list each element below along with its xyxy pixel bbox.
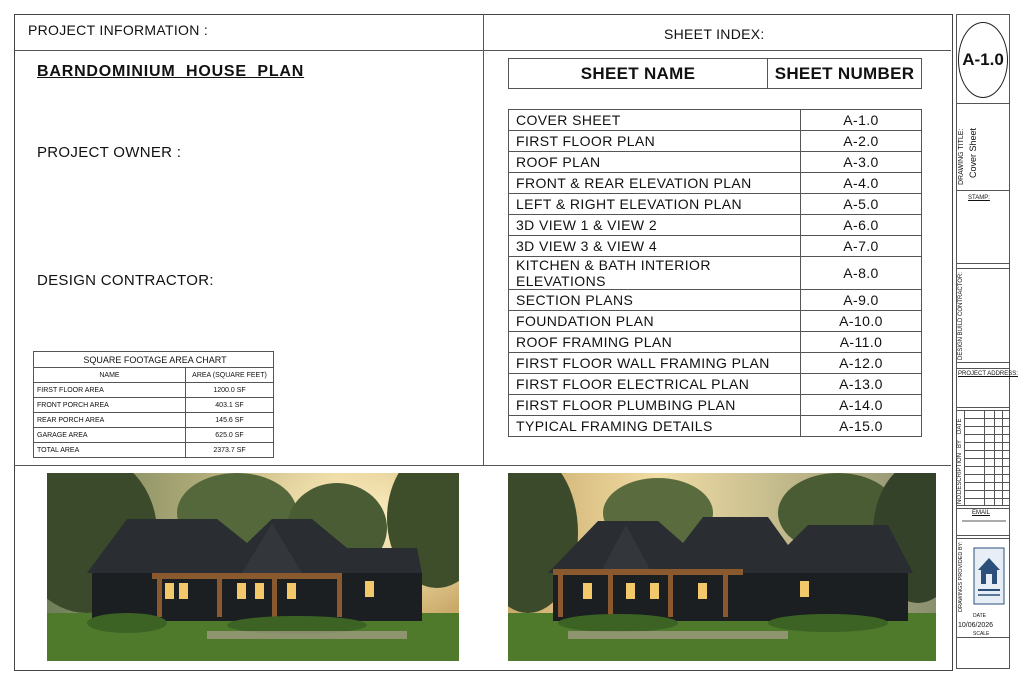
sheet-name-header: SHEET NAME (509, 59, 768, 89)
rev-row-line (964, 474, 1010, 475)
area-row-value: 2373.7 SF (186, 443, 274, 458)
scale-label: SCALE (973, 631, 990, 637)
stamp-box (956, 190, 1010, 264)
table-row (509, 290, 922, 311)
table-row (34, 413, 274, 428)
area-row-name: GARAGE AREA (34, 428, 186, 443)
sheet-index-table (508, 109, 922, 437)
rev-row-line (964, 458, 1010, 459)
table-row (509, 194, 922, 215)
sheet-number-cell: A-3.0 (801, 152, 922, 173)
sheet-name-cell: 3D VIEW 1 & VIEW 2 (509, 215, 801, 236)
area-row-name: REAR PORCH AREA (34, 413, 186, 428)
area-row-name: TOTAL AREA (34, 443, 186, 458)
rev-row-line (964, 482, 1010, 483)
company-logo-icon (972, 546, 1006, 606)
table-row (34, 398, 274, 413)
house-rendering-side (508, 473, 936, 661)
sheet-number-cell: A-2.0 (801, 131, 922, 152)
rev-by-label: BY (957, 439, 963, 448)
sheet-number-cell: A-10.0 (801, 311, 922, 332)
sheet-name-cell: ROOF PLAN (509, 152, 801, 173)
sheet-name-cell: FIRST FLOOR ELECTRICAL PLAN (509, 374, 801, 395)
sheet-name-cell: SECTION PLANS (509, 290, 801, 311)
tb-contractor-label: DESIGN BUILD CONTRACTOR: (958, 272, 964, 360)
table-row (509, 215, 922, 236)
area-row-name: FRONT PORCH AREA (34, 398, 186, 413)
rev-desc-label: DESCRIPTION (957, 452, 963, 494)
rev-no-label: NO. (957, 493, 963, 504)
sheet-name-cell: FIRST FLOOR PLAN (509, 131, 801, 152)
email-value-line (962, 520, 1006, 522)
drawings-by-label: DRAWINGS PROVIDED BY: (958, 541, 964, 612)
date-label: DATE (973, 613, 986, 619)
sheet-number-cell: A-6.0 (801, 215, 922, 236)
sheet-name-cell: FIRST FLOOR WALL FRAMING PLAN (509, 353, 801, 374)
area-row-value: 403.1 SF (186, 398, 274, 413)
sheet-number-cell: A-4.0 (801, 173, 922, 194)
sheet-number-cell: A-8.0 (801, 257, 922, 290)
email-label: EMAIL (972, 510, 991, 516)
drawing-title-label: DRAWING TITLE: (958, 128, 965, 185)
sheet-number-bubble: A-1.0 (958, 22, 1008, 98)
table-row (509, 332, 922, 353)
center-divider (483, 14, 484, 465)
sheet-number-cell: A-14.0 (801, 395, 922, 416)
table-row (509, 374, 922, 395)
drawing-title-value: Cover Sheet (968, 127, 978, 178)
sheet-index-heading: SHEET INDEX: (664, 26, 765, 42)
table-row (34, 428, 274, 443)
area-row-value: 625.0 SF (186, 428, 274, 443)
table-row (509, 131, 922, 152)
sheet-number-cell: A-11.0 (801, 332, 922, 353)
table-row (509, 236, 922, 257)
rev-row-line (964, 466, 1010, 467)
table-row (509, 395, 922, 416)
house-rendering-front (47, 473, 459, 661)
table-row (509, 353, 922, 374)
area-col-name: NAME (34, 368, 186, 383)
sheet-name-cell: LEFT & RIGHT ELEVATION PLAN (509, 194, 801, 215)
sheet-number-cell: A-1.0 (801, 110, 922, 131)
area-col-area: AREA (SQUARE FEET) (186, 368, 274, 383)
table-row (509, 311, 922, 332)
project-owner-label: PROJECT OWNER : (37, 144, 182, 161)
rev-row-line (964, 434, 1010, 435)
area-row-value: 145.6 SF (186, 413, 274, 428)
project-address-label: PROJECT ADDRESS: (958, 371, 1018, 377)
sheet-name-cell: FOUNDATION PLAN (509, 311, 801, 332)
contractor-box (956, 268, 1010, 363)
plan-title: BARNDOMINIUM HOUSE PLAN (37, 63, 305, 80)
rev-row-line (964, 490, 1010, 491)
image-divider (14, 465, 951, 466)
sheet-number-cell: A-15.0 (801, 416, 922, 437)
rev-row-line (964, 450, 1010, 451)
sheet-number-header: SHEET NUMBER (768, 59, 922, 89)
sheet-number-cell: A-9.0 (801, 290, 922, 311)
area-row-value: 1200.0 SF (186, 383, 274, 398)
sheet-number-cell: A-5.0 (801, 194, 922, 215)
rev-row-line (964, 426, 1010, 427)
sheet-name-cell: ROOF FRAMING PLAN (509, 332, 801, 353)
area-chart-title: SQUARE FOOTAGE AREA CHART (34, 352, 274, 368)
rev-row-line (964, 498, 1010, 499)
table-row (509, 257, 922, 290)
sheet-name-cell: FIRST FLOOR PLUMBING PLAN (509, 395, 801, 416)
square-footage-chart (33, 351, 274, 458)
sheet-index-header-table (508, 58, 922, 89)
sheet-name-cell: TYPICAL FRAMING DETAILS (509, 416, 801, 437)
tb-divider (956, 103, 1010, 104)
sheet-number-cell: A-12.0 (801, 353, 922, 374)
sheet-number-cell: A-13.0 (801, 374, 922, 395)
sheet-name-cell: FRONT & REAR ELEVATION PLAN (509, 173, 801, 194)
sheet-name-cell: 3D VIEW 3 & VIEW 4 (509, 236, 801, 257)
date-value: 10/06/2026 (958, 622, 994, 629)
table-row (509, 110, 922, 131)
table-row (509, 416, 922, 437)
rev-row-line (964, 418, 1010, 419)
sheet-name-cell: COVER SHEET (509, 110, 801, 131)
table-row (34, 383, 274, 398)
table-row (34, 443, 274, 458)
rev-row-line (964, 442, 1010, 443)
table-row (509, 173, 922, 194)
design-contractor-label: DESIGN CONTRACTOR: (37, 272, 214, 289)
sheet-name-cell: KITCHEN & BATH INTERIOR ELEVATIONS (509, 257, 801, 290)
table-row (509, 152, 922, 173)
rev-date-label: DATE (957, 418, 963, 434)
stamp-label: STAMP: (968, 195, 990, 201)
area-row-name: FIRST FLOOR AREA (34, 383, 186, 398)
sheet-number-cell: A-7.0 (801, 236, 922, 257)
project-info-heading: PROJECT INFORMATION : (28, 22, 209, 38)
